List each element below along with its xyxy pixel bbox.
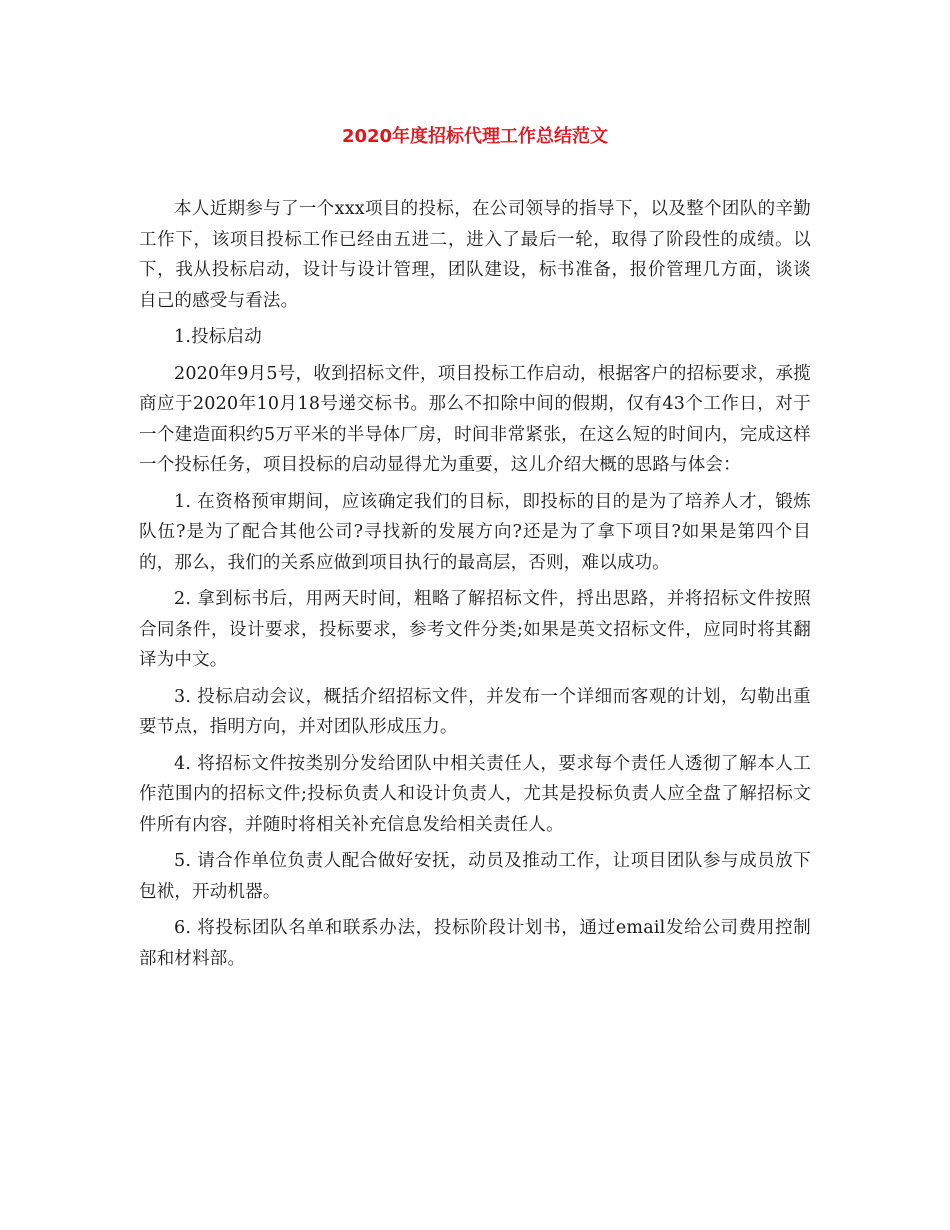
list-item: 4. 将招标文件按类别分发给团队中相关责任人，要求每个责任人透彻了解本人工作范围内的招标文件;投标负责人和设计负责人，尤其是投标负责人应全盘了解招标文件所有内容，并随时将相关补充信息发给相关责任人。 [139, 753, 811, 835]
list-item: 3. 投标启动会议，概括介绍招标文件，并发布一个详细而客观的计划，勾勒出重要节点，指明方向，并对团队形成压力。 [139, 686, 811, 737]
document-title: 2020年度招标代理工作总结范文 [341, 126, 609, 147]
list-item: 2. 拿到标书后，用两天时间，粗略了解招标文件，捋出思路，并将招标文件按照合同条件，设计要求，投标要求，参考文件分类;如果是英文招标文件，应同时将其翻译为中文。 [139, 589, 811, 670]
document-body [139, 194, 811, 980]
list-item: 5. 请合作单位负责人配合做好安抚，动员及推动工作，让项目团队参与成员放下包袱，开动机器。 [139, 851, 811, 902]
list-item: 1. 在资格预审期间，应该确定我们的目标，即投标的目的是为了培养人才，锻炼队伍?是为了配合其他公司?寻找新的发展方向?还是为了拿下项目?如果是第四个目的，那么，我们的关系应做到项目执行的最高层，否则，难以成功。 [139, 491, 811, 573]
list-item: 6. 将投标团队名单和联系办法，投标阶段计划书，通过email发给公司费用控制部和材料部。 [139, 918, 811, 969]
paragraph-intro: 本人近期参与了一个xxx项目的投标，在公司领导的指导下，以及整个团队的辛勤工作下，该项目投标工作已经由五进二，进入了最后一轮，取得了阶段性的成绩。以下，我从投标启动，设计与设计管理，团队建设，标书准备，报价管理几方面，谈谈自己的感受与看法。 [139, 199, 811, 311]
paragraph-timeline: 2020年9月5号，收到招标文件，项目投标工作启动，根据客户的招标要求，承揽商应于2020年10月18号递交标书。那么不扣除中间的假期，仅有43个工作日，对于一个建造面积约5万平米的半导体厂房，时间非常紧张，在这么短的时间内，完成这样一个投标任务，项目投标的启动显得尤为重要，这儿介绍大概的思路与体会： [139, 363, 811, 475]
section-heading: 1.投标启动 [174, 327, 262, 347]
